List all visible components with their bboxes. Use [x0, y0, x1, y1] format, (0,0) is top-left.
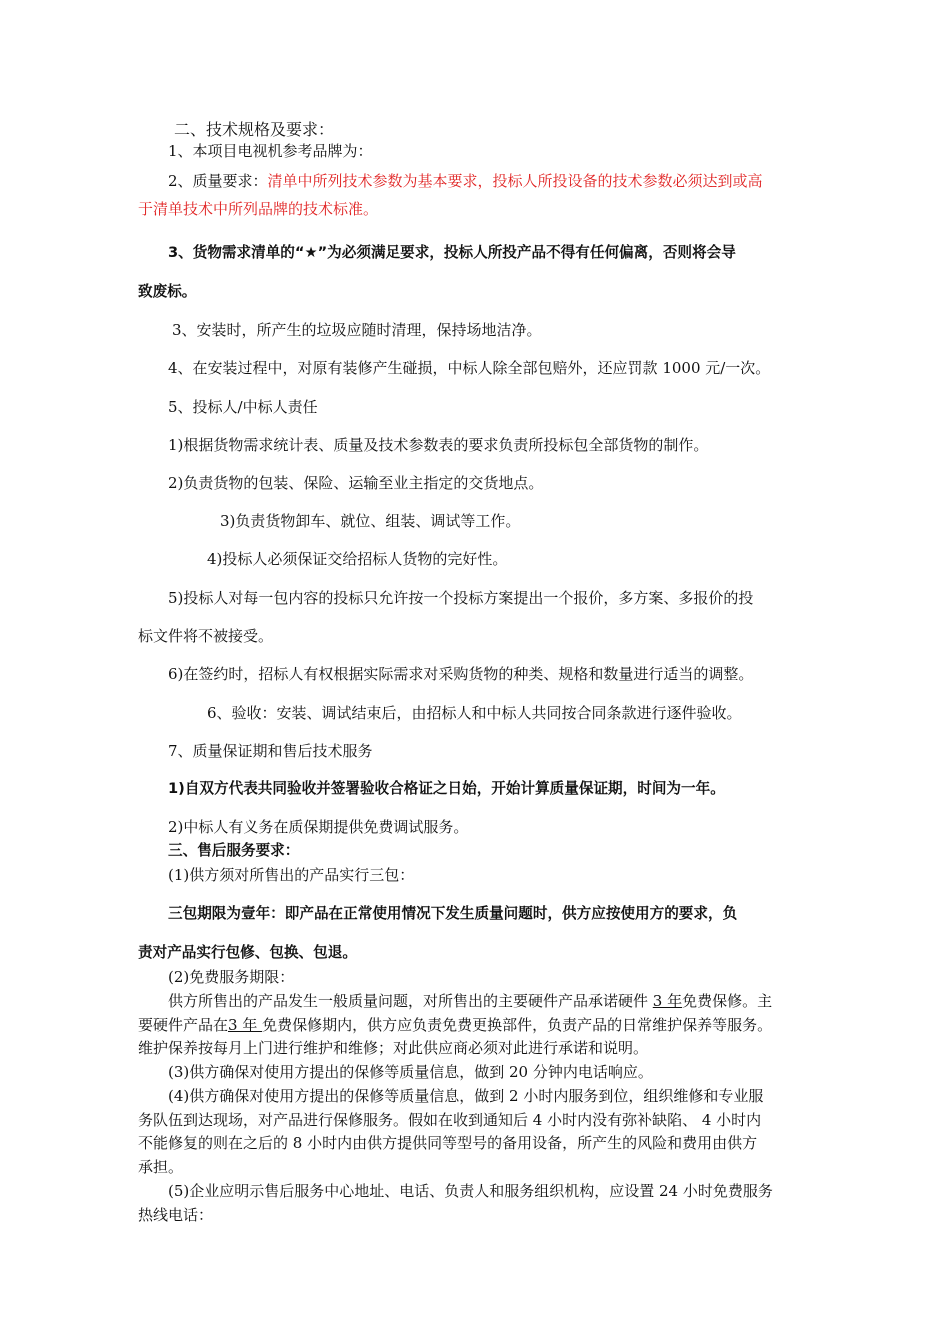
para-3: (3)供方确保对使用方提出的保修等质量信息，做到 20 分钟内电话响应。 — [168, 1063, 653, 1081]
para-2-line-1 — [168, 991, 772, 1011]
para-4-line-1: (4)供方确保对使用方提出的保修等质量信息，做到 2 小时内服务到位，组织维修和专业服 — [168, 1087, 764, 1105]
para-4-line-3: 不能修复的则在之后的 8 小时内由供方提供同等型号的备用设备，所产生的风险和费用由供方 — [138, 1134, 758, 1152]
item-4: 4、在安装过程中，对原有装修产生碰损，中标人除全部包赔外，还应罚款 1000 元/一次。 — [168, 359, 771, 377]
item-5-2: 2)负责货物的包装、保险、运输至业主指定的交货地点。 — [168, 474, 544, 492]
para-2-line-3: 维护保养按每月上门进行维护和维修；对此供应商必须对此进行承诺和说明。 — [138, 1039, 649, 1057]
para-2: (2)免费服务期限： — [168, 968, 295, 986]
para-4-line-4: 承担。 — [138, 1158, 184, 1176]
item-2-line-1 — [168, 171, 763, 191]
para-1-bold-line-2: 责对产品实行包修、包换、包退。 — [138, 944, 357, 961]
item-5-6: 6)在签约时，招标人有权根据实际需求对采购货物的种类、规格和数量进行适当的调整。 — [168, 665, 754, 683]
item-2-prefix: 2、质量要求： — [168, 172, 268, 190]
item-5-1: 1)根据货物需求统计表、质量及技术参数表的要求负责所投标包全部货物的制作。 — [168, 436, 709, 454]
para-1: (1)供方须对所售出的产品实行三包： — [168, 866, 415, 884]
para-5-line-1: (5)企业应明示售后服务中心地址、电话、负责人和服务组织机构，应设置 24 小时免费服务 — [168, 1182, 773, 1200]
item-5-5-line-1: 5)投标人对每一包内容的投标只允许按一个投标方案提出一个报价，多方案、多报价的投 — [168, 589, 754, 607]
section-3-title: 三、售后服务要求： — [168, 842, 300, 859]
item-5: 5、投标人/中标人责任 — [168, 398, 318, 416]
item-5-5-line-2: 标文件将不被接受。 — [138, 627, 274, 645]
para-2-text: 要硬件产品在 — [138, 1016, 229, 1034]
item-1: 1、本项目电视机参考品牌为： — [168, 142, 373, 160]
item-7-1-bold: 1)自双方代表共同验收并签署验收合格证之日始，开始计算质量保证期，时间为一年。 — [168, 780, 725, 797]
para-1-bold-line-1: 三包期限为壹年：即产品在正常使用情况下发生质量问题时，供方应按使用方的要求，负 — [168, 905, 738, 922]
para-4-line-2: 务队伍到达现场，对产品进行保修服务。假如在收到通知后 4 小时内没有弥补缺陷、 4 小时内 — [138, 1111, 762, 1129]
para-2-text: 免费保修期内，供方应负责免费更换部件，负责产品的日常维护保养等服务。 — [262, 1016, 773, 1034]
item-7: 7、质量保证期和售后技术服务 — [168, 742, 373, 760]
warranty-years-underlined: 3 年 — [652, 992, 683, 1010]
para-5-line-2: 热线电话： — [138, 1206, 214, 1224]
item-6: 6、验收：安装、调试结束后，由招标人和中标人共同按合同条款进行逐件验收。 — [207, 704, 742, 722]
item-2-red-text: 清单中所列技术参数为基本要求，投标人所投设备的技术参数必须达到或高 — [267, 172, 763, 190]
item-7-2: 2)中标人有义务在质保期提供免费调试服务。 — [168, 818, 469, 836]
item-3-bold-line-1: 3、货物需求清单的“★”为必须满足要求，投标人所投产品不得有任何偏离，否则将会导 — [168, 244, 736, 261]
item-3b: 3、安装时，所产生的垃圾应随时清理，保持场地洁净。 — [172, 321, 542, 339]
para-2-line-2 — [138, 1015, 772, 1035]
para-2-text: 免费保修。主 — [682, 992, 773, 1010]
item-3-bold-line-2: 致废标。 — [138, 283, 197, 300]
item-5-3: 3)负责货物卸车、就位、组装、调试等工作。 — [220, 512, 521, 530]
section-2-title: 二、技术规格及要求： — [174, 120, 335, 139]
para-2-text: 供方所售出的产品发生一般质量问题，对所售出的主要硬件产品承诺硬件 — [168, 992, 653, 1010]
warranty-years-underlined: 3 年 — [228, 1016, 263, 1034]
item-2-line-2: 于清单技术中所列品牌的技术标准。 — [138, 200, 379, 218]
item-5-4: 4)投标人必须保证交给招标人货物的完好性。 — [207, 550, 508, 568]
